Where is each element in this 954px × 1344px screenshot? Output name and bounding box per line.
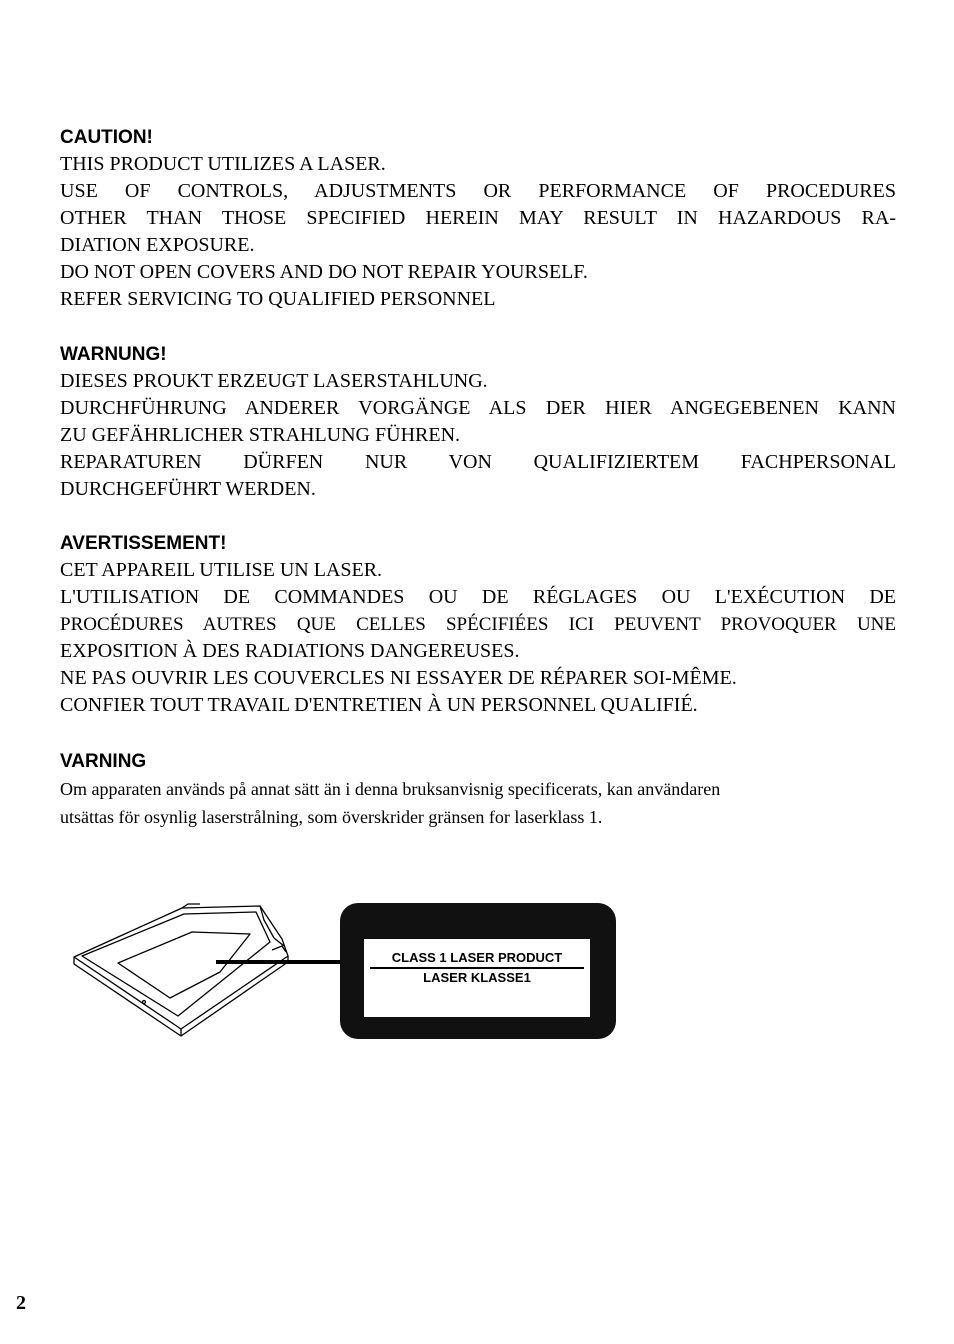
warnung-section — [60, 342, 896, 503]
avertissement-line: CET APPAREIL UTILISE UN LASER. — [60, 559, 383, 581]
warnung-heading: WARNUNG! — [60, 344, 167, 365]
avertissement-line: CONFIER TOUT TRAVAIL D'ENTRETIEN À UN PERSONNEL QUALIFIÉ. — [60, 694, 698, 716]
warnung-line: REPARATUREN DÜRFEN NUR VON QUALIFIZIERTEM FACHPERSONAL — [60, 451, 896, 473]
avertissement-line: PROCÉDURES AUTRES QUE CELLES SPÉCIFIÉES ICI PEUVENT PROVOQUER UNE — [60, 614, 896, 635]
caution-line: DIATION EXPOSURE. — [60, 234, 255, 256]
avertissement-section — [60, 531, 896, 719]
laser-label-line2: LASER KLASSE1 — [423, 970, 531, 985]
warnung-line: DURCHGEFÜHRT WERDEN. — [60, 478, 316, 500]
avertissement-line: EXPOSITION À DES RADIATIONS DANGEREUSES. — [60, 640, 520, 662]
caution-line: USE OF CONTROLS, ADJUSTMENTS OR PERFORMANCE OF PROCEDURES — [60, 180, 896, 202]
varning-line: utsättas för osynlig laserstrålning, som överskrider gränsen for laserklass 1. — [60, 807, 603, 827]
warnung-line: DIESES PROUKT ERZEUGT LASERSTAHLUNG. — [60, 370, 488, 392]
caution-line: OTHER THAN THOSE SPECIFIED HEREIN MAY RESULT IN HAZARDOUS RA- — [60, 207, 896, 229]
page-number: 2 — [16, 1292, 26, 1314]
caution-line: DO NOT OPEN COVERS AND DO NOT REPAIR YOURSELF. — [60, 261, 588, 283]
caution-heading: CAUTION! — [60, 127, 153, 148]
avertissement-line: L'UTILISATION DE COMMANDES OU DE RÉGLAGES OU L'EXÉCUTION DE — [60, 586, 896, 608]
warnung-line: ZU GEFÄHRLICHER STRAHLUNG FÜHREN. — [60, 424, 461, 446]
varning-line: Om apparaten används på annat sätt än i denna bruksanvisnig specificerats, kan användaren — [60, 779, 721, 799]
caution-section — [60, 125, 896, 313]
laser-label-line1: CLASS 1 LASER PRODUCT — [370, 949, 584, 969]
varning-section — [60, 749, 896, 831]
avertissement-line: NE PAS OUVRIR LES COUVERCLES NI ESSAYER DE RÉPARER SOI-MÊME. — [60, 667, 737, 689]
avertissement-heading: AVERTISSEMENT! — [60, 533, 227, 554]
laser-label — [340, 903, 616, 1039]
warnung-line: DURCHFÜHRUNG ANDERER VORGÄNGE ALS DER HIER ANGEGEBENEN KANN — [60, 397, 896, 419]
laser-label-inner — [364, 939, 590, 1017]
varning-heading: VARNING — [60, 751, 147, 772]
caution-line: REFER SERVICING TO QUALIFIED PERSONNEL — [60, 288, 496, 310]
caution-line: THIS PRODUCT UTILIZES A LASER. — [60, 153, 386, 175]
